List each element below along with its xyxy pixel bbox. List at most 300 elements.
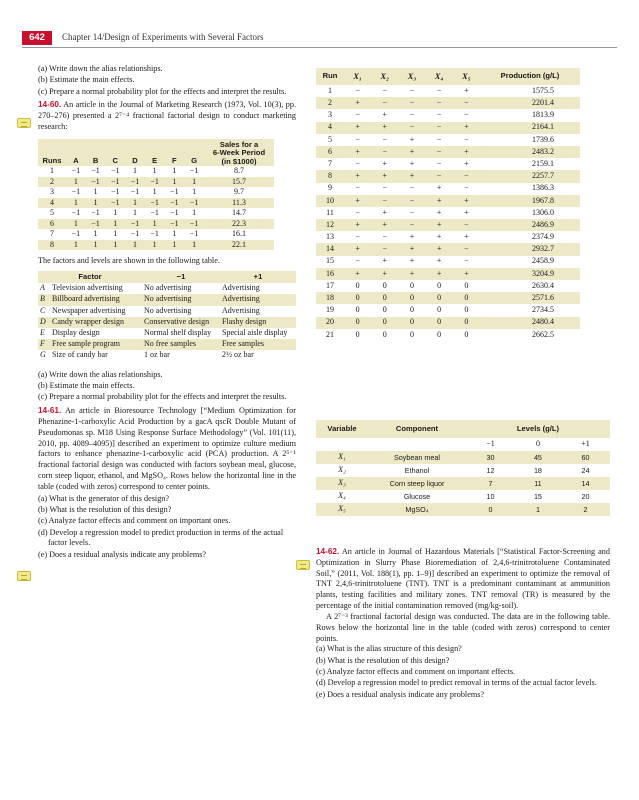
exercise-number: 14-61. <box>38 406 62 416</box>
table-row <box>38 240 274 251</box>
table-cell: 8.7 <box>234 166 244 175</box>
run-table-wrap <box>316 68 580 341</box>
left-column <box>38 64 296 561</box>
table-row <box>38 219 274 230</box>
table-cell: + <box>426 243 453 255</box>
table-cell: −1 <box>145 198 165 209</box>
table-cell: − <box>464 183 469 193</box>
col-header: X₃ <box>398 68 425 85</box>
table-cell: Conservative design <box>142 317 220 328</box>
table-row <box>38 317 296 328</box>
table-cell: 0 <box>355 329 360 339</box>
table-cell: 1 <box>113 208 118 218</box>
sales-header-line: Sales for a <box>219 139 259 149</box>
table-cell: 0 <box>344 317 371 329</box>
table-cell: 2164.1 <box>480 122 580 134</box>
table-cell: 3 <box>328 110 332 120</box>
table-cell: 16.1 <box>232 229 246 239</box>
table-cell: 13 <box>326 232 334 242</box>
table-cell: 22.3 <box>204 219 274 230</box>
table-cell: 1 <box>172 166 177 175</box>
table-cell: 60 <box>561 451 610 464</box>
list-item: (c) Prepare a normal probability plot for the effects and interpret the results. <box>38 86 287 96</box>
table-cell: 1 <box>66 198 86 209</box>
table-cell: 1739.6 <box>532 134 554 144</box>
table-cell: −1 <box>150 208 159 218</box>
table-cell: 0 <box>464 305 469 315</box>
table-cell: − <box>398 97 425 109</box>
table-cell: −1 <box>130 187 140 197</box>
table-cell: 1 <box>105 240 125 251</box>
table-cell: + <box>464 232 469 242</box>
table-cell: 1813.9 <box>532 110 554 120</box>
table-cell: 1 <box>86 240 106 251</box>
bottom-items <box>38 494 296 561</box>
table-cell: 1 <box>165 240 185 251</box>
table-row <box>38 198 274 209</box>
table-cell: Candy wrapper design <box>50 317 142 328</box>
table-cell: No advertising <box>142 294 220 305</box>
table-cell: −1 <box>91 166 100 175</box>
col-header: −1 <box>142 271 220 283</box>
table-cell: 2159.1 <box>532 158 554 168</box>
sales-header-line: 6-Week Period <box>212 148 266 158</box>
list-item: (a) Write down the alias relationships. <box>38 64 163 73</box>
list-item: (b) What is the resolution of this design? <box>316 655 450 665</box>
level-header: +1 <box>581 439 590 449</box>
table-cell: 15 <box>326 256 334 266</box>
table-cell: Television advertising <box>52 283 123 293</box>
table-cell: −1 <box>130 229 140 239</box>
table-cell: −1 <box>71 208 81 218</box>
table-cell: X₂ <box>338 465 346 475</box>
table-cell: Glucose <box>403 491 431 501</box>
table-cell: 2 <box>316 97 344 109</box>
table-cell: 14 <box>316 243 344 255</box>
table-cell: + <box>344 268 371 280</box>
table-cell: − <box>426 146 453 158</box>
table-row <box>316 304 580 316</box>
table-cell: −1 <box>150 229 159 239</box>
sales-table <box>38 139 274 250</box>
table-cell: 10 <box>486 491 495 501</box>
table-cell: 2630.4 <box>532 280 554 290</box>
exercise-text: An article in Bioresource Technology [“Medium Optimization for Phenazine-1-carboxylic Acid Production by a gacA qscR Double Mutant of Pseudomonas sp. M18 Using Response Surface Methodology” (Vol. 101(11), 2010, pp. 4089–4095)] described an experiment to optimize culture medium factors to enhance phenazine-1-carboxylic acid (PCA) production. A 2⁵⁻¹ fractional factorial design was conducted with factors soybean meal, glucose, corn steep liquor, ethanol, and MgSO₄. Rows below the horizontal line in the table (coded with zeros) correspond to center points. <box>38 406 296 491</box>
sales-header-line: (in $1000) <box>221 156 257 166</box>
variable-table-wrap <box>316 420 610 516</box>
list-item: (a) What is the alias structure of this design? <box>316 644 462 654</box>
table-cell: − <box>398 122 425 134</box>
table-cell: 0 <box>437 329 442 339</box>
table-cell: −1 <box>184 198 204 209</box>
table-cell: 1 <box>125 240 145 251</box>
table-cell: + <box>453 268 480 280</box>
table-cell: −1 <box>165 198 185 209</box>
table-cell: − <box>355 256 360 266</box>
table-cell: + <box>398 268 425 280</box>
table-cell: 2 <box>561 503 610 516</box>
table-cell: D <box>38 317 50 328</box>
table-cell: + <box>344 195 371 207</box>
table-cell: 2201.4 <box>480 97 580 109</box>
table-cell: −1 <box>86 177 106 188</box>
table-row <box>38 177 274 188</box>
table-cell: 1 <box>132 208 137 218</box>
table-cell: 1 <box>145 240 165 251</box>
table-cell: 1 <box>66 219 86 230</box>
table-cell: 0 <box>398 292 425 304</box>
table-row <box>316 490 610 503</box>
top-items <box>38 64 296 97</box>
table-cell: 6 <box>38 219 66 230</box>
table-cell: −1 <box>91 208 100 218</box>
table-cell: 2374.9 <box>532 232 554 242</box>
table-cell: C <box>40 305 46 315</box>
list-item: (b) What is the resolution of this design? <box>38 504 172 514</box>
table-cell: − <box>409 110 415 120</box>
table-row <box>316 464 610 477</box>
table-cell: 1 <box>172 229 177 239</box>
table-cell: −1 <box>170 187 179 197</box>
table-cell: Special aisle display <box>222 327 288 337</box>
table-cell: 1 <box>93 187 98 197</box>
table-cell: − <box>382 232 388 242</box>
table-cell: X₁ <box>316 451 368 464</box>
table-cell: 1 <box>184 240 204 251</box>
table-cell: 1 <box>125 198 145 209</box>
table-cell: − <box>371 195 398 207</box>
col-header: Variable <box>316 420 368 438</box>
table-cell: 0 <box>466 503 515 516</box>
table-row <box>38 187 274 198</box>
note-marker-icon <box>296 560 310 570</box>
table-cell: − <box>355 183 360 193</box>
exercise-14-60 <box>38 100 296 132</box>
table-cell: 0 <box>382 305 387 315</box>
table-cell: 1 oz bar <box>144 350 170 360</box>
table-cell: 4 <box>316 122 344 134</box>
table-cell: 12 <box>486 465 495 475</box>
table-cell: − <box>355 207 360 217</box>
table-cell: −1 <box>189 166 199 175</box>
table-cell: + <box>409 232 415 242</box>
table-row <box>316 146 580 158</box>
col-header: G <box>184 139 204 166</box>
table-cell: − <box>464 134 469 144</box>
table-cell: Size of candy bar <box>52 350 108 360</box>
table-cell: 2 <box>38 177 66 188</box>
table-cell: − <box>453 97 480 109</box>
table-row <box>316 268 580 280</box>
table-cell: − <box>409 207 415 217</box>
table-row <box>316 256 580 268</box>
table-cell: − <box>382 134 388 144</box>
table-row <box>38 166 274 177</box>
factors-table <box>38 271 296 361</box>
run-table <box>316 68 580 341</box>
table-cell: Normal shelf display <box>144 327 212 337</box>
table-cell: 1 <box>145 219 165 230</box>
table-row <box>316 317 580 329</box>
table-cell: 1967.8 <box>480 195 580 207</box>
table-cell: 1 <box>66 177 86 188</box>
table-cell: + <box>344 219 371 231</box>
table-cell: 11 <box>515 477 561 490</box>
table-row <box>316 109 580 121</box>
table-cell: −1 <box>71 229 81 239</box>
table-cell: + <box>371 122 398 134</box>
exercise-14-62 <box>316 547 610 612</box>
table-cell: F <box>38 339 50 350</box>
table-row <box>316 85 580 97</box>
list-item: (d) Develop a regression model to predict production in terms of the actual factor levels. <box>38 527 284 548</box>
col-header: X₄ <box>426 68 453 85</box>
table-cell: + <box>382 158 388 168</box>
table-cell: −1 <box>125 219 145 230</box>
table-cell: − <box>409 183 415 193</box>
table-row <box>316 207 580 219</box>
table-cell: − <box>355 232 360 242</box>
table-cell: 18 <box>316 292 344 304</box>
list-item: (c) Analyze factor effects and comment on important effects. <box>316 667 516 677</box>
col-header: Factor <box>38 271 142 283</box>
table-cell: 14.7 <box>232 208 246 218</box>
table-cell: 12 <box>316 219 344 231</box>
list-item: (b) Estimate the main effects. <box>38 75 135 85</box>
table-cell: No advertising <box>144 305 192 315</box>
table-cell: 2932.7 <box>480 243 580 255</box>
table-cell: 0 <box>464 329 469 339</box>
exercise-text: An article in Journal of Hazardous Materials [“Statistical Factor-Screening and Optimization in Slurry Phase Bioremediation of 2,4,6-trinitrotoluene Contaminated Soil,” (2011, Vol. 188(1), pp. 1–9)] described an experiment to optimize the removal of TNT 2,4,6-trinitrotoluene (TNT). TNT is a predominant contaminant at ammunition plants, testing facilities and military zones. TNT removal (TR) is measured by the percentage of the initial contamination removed (mg/kg-soil). <box>316 547 610 611</box>
col-header: C <box>105 139 125 166</box>
col-header: F <box>165 139 185 166</box>
table-cell: 30 <box>466 451 515 464</box>
table-cell: − <box>382 183 388 193</box>
table-cell: 8 <box>38 240 66 251</box>
table-cell: − <box>426 97 453 109</box>
header-rule <box>22 47 617 48</box>
table-row <box>316 451 610 464</box>
table-cell: + <box>398 170 425 182</box>
list-item: (b) Estimate the main effects. <box>38 380 135 390</box>
table-cell: Advertising <box>220 294 296 305</box>
table-cell: −1 <box>105 177 125 188</box>
table-cell: − <box>355 158 360 168</box>
table-cell: + <box>426 195 453 207</box>
col-header: B <box>86 139 106 166</box>
table-cell: 45 <box>515 451 561 464</box>
table-cell: − <box>426 170 453 182</box>
table-cell: 8 <box>316 170 344 182</box>
table-cell: B <box>38 294 50 305</box>
exercise-number: 14-62. <box>316 547 340 556</box>
table-cell: 19 <box>326 305 334 315</box>
table-row <box>316 122 580 134</box>
table-cell: 0 <box>409 280 414 290</box>
list-item: (e) Does a residual analysis indicate any problems? <box>38 549 207 559</box>
table-row <box>316 503 610 516</box>
table-row <box>316 97 580 109</box>
table-cell: 0 <box>426 292 453 304</box>
table-cell: − <box>453 219 480 231</box>
level-header: −1 <box>486 439 495 449</box>
page-header <box>0 31 639 45</box>
list-item: (c) Prepare a normal probability plot for the effects and interpret the results. <box>38 392 287 402</box>
table-cell: −1 <box>111 187 120 197</box>
table-cell: 10 <box>316 195 344 207</box>
table-cell: 1306.0 <box>532 207 554 217</box>
table-cell: − <box>398 219 425 231</box>
table-cell: 1 <box>86 198 106 209</box>
table-cell: X₄ <box>338 491 346 501</box>
table-row <box>38 208 274 219</box>
note-marker-icon <box>17 118 31 128</box>
variable-table <box>316 420 610 516</box>
table-cell: 1 <box>152 166 157 175</box>
table-cell: 0 <box>355 280 360 290</box>
table-cell: + <box>371 170 398 182</box>
table-cell: + <box>453 122 480 134</box>
table-cell: 0 <box>371 292 398 304</box>
table-cell: 1575.5 <box>532 85 554 95</box>
table-cell: No advertising <box>144 283 192 293</box>
table-cell: 2458.9 <box>532 256 554 266</box>
table-row <box>316 329 580 341</box>
table-cell: 1 <box>132 166 137 175</box>
table-cell: + <box>453 195 480 207</box>
table-cell: + <box>344 170 371 182</box>
col-header: X₅ <box>453 68 480 85</box>
table-cell: 2483.2 <box>480 146 580 158</box>
table-cell: −1 <box>71 166 81 175</box>
table-cell: E <box>40 327 45 337</box>
table-cell: + <box>464 207 469 217</box>
table-cell: Advertising <box>222 305 260 315</box>
table-cell: 14 <box>561 477 610 490</box>
table-cell: −1 <box>165 219 185 230</box>
table-cell: 1 <box>192 187 197 197</box>
table-cell: 1 <box>328 85 332 95</box>
table-row <box>316 280 580 292</box>
table-cell: − <box>464 110 469 120</box>
table-cell: + <box>344 243 371 255</box>
table-cell: 7 <box>50 229 54 239</box>
col-header: A <box>66 139 86 166</box>
table-cell: − <box>436 134 442 144</box>
table-cell: 24 <box>581 465 590 475</box>
table-row <box>316 292 580 304</box>
table-cell: + <box>426 268 453 280</box>
table-cell: + <box>344 122 371 134</box>
table-cell: 1 <box>184 177 204 188</box>
table-cell: 0 <box>453 292 480 304</box>
list-item: (d) Develop a regression model to predict removal in terms of the actual factor levels. <box>316 678 597 688</box>
page-number: 642 <box>22 31 52 45</box>
table-row <box>38 306 296 317</box>
table-row <box>316 243 580 255</box>
table-cell: + <box>464 85 469 95</box>
table-cell: 16 <box>316 268 344 280</box>
table-cell: − <box>371 243 398 255</box>
col-header: Component <box>368 420 466 438</box>
table-cell: −1 <box>189 229 199 239</box>
mid-items <box>38 370 296 403</box>
table-cell: 2571.6 <box>480 292 580 304</box>
note-marker-icon <box>17 571 31 581</box>
table-cell: + <box>436 207 442 217</box>
table-cell: + <box>409 134 415 144</box>
table-cell: Billboard advertising <box>50 294 142 305</box>
right-items <box>316 644 610 700</box>
list-item: (c) Analyze factor effects and comment on important ones. <box>38 516 231 526</box>
table-cell: Display design <box>52 327 100 337</box>
table-cell: Newspaper advertising <box>52 305 126 315</box>
table-cell: 11 <box>326 207 334 217</box>
table-row <box>38 350 296 361</box>
table-cell: − <box>371 146 398 158</box>
table-cell: + <box>436 232 442 242</box>
table-cell: + <box>409 256 415 266</box>
table-cell: + <box>398 146 425 158</box>
table-cell: − <box>382 85 388 95</box>
table-cell: − <box>355 85 360 95</box>
table-cell: 0 <box>453 317 480 329</box>
table-cell: 2486.9 <box>480 219 580 231</box>
table-cell: G <box>40 350 46 360</box>
table-cell: 15 <box>533 491 542 501</box>
table-cell: + <box>436 256 442 266</box>
table-row <box>38 339 296 350</box>
table-cell: 0 <box>344 292 371 304</box>
table-cell: + <box>382 110 388 120</box>
col-header: +1 <box>220 271 296 283</box>
table-cell: + <box>371 219 398 231</box>
table-cell: − <box>453 243 480 255</box>
table-cell: 6 <box>316 146 344 158</box>
table-cell: − <box>355 110 360 120</box>
chapter-title: Chapter 14/Design of Experiments with Several Factors <box>62 32 264 42</box>
table-cell: − <box>436 158 442 168</box>
table-cell: 7 <box>466 477 515 490</box>
table-cell: 2½ oz bar <box>222 350 254 360</box>
table-cell: 0 <box>437 280 442 290</box>
table-cell: Advertising <box>222 283 260 293</box>
col-header: X₂ <box>371 68 398 85</box>
table-cell: Free sample program <box>50 339 142 350</box>
table-cell: 0 <box>382 329 387 339</box>
col-header: Runs <box>38 139 66 166</box>
table-cell: − <box>436 110 442 120</box>
table-cell: Ethanol <box>404 465 430 475</box>
table-cell: 20 <box>316 317 344 329</box>
table-cell: + <box>436 183 442 193</box>
exercise-text-2: A 2⁷⁻³ fractional factorial design was conducted. The data are in the following table. Rows below the horizontal line in the table (coded with zeros) correspond to center points. <box>316 611 610 643</box>
table-cell: − <box>355 134 360 144</box>
table-cell: 0 <box>426 317 453 329</box>
table-row <box>316 231 580 243</box>
table-cell: + <box>409 158 415 168</box>
table-row <box>38 294 296 305</box>
table-row <box>316 158 580 170</box>
table-cell: 5 <box>50 208 54 218</box>
table-cell: 15.7 <box>204 177 274 188</box>
exercise-14-61 <box>38 406 296 493</box>
table-cell: 2734.5 <box>532 305 554 315</box>
table-cell: 3204.9 <box>480 268 580 280</box>
exercise-14-62-wrap <box>316 547 610 701</box>
table-cell: 0 <box>409 305 414 315</box>
table-cell: A <box>40 283 45 293</box>
